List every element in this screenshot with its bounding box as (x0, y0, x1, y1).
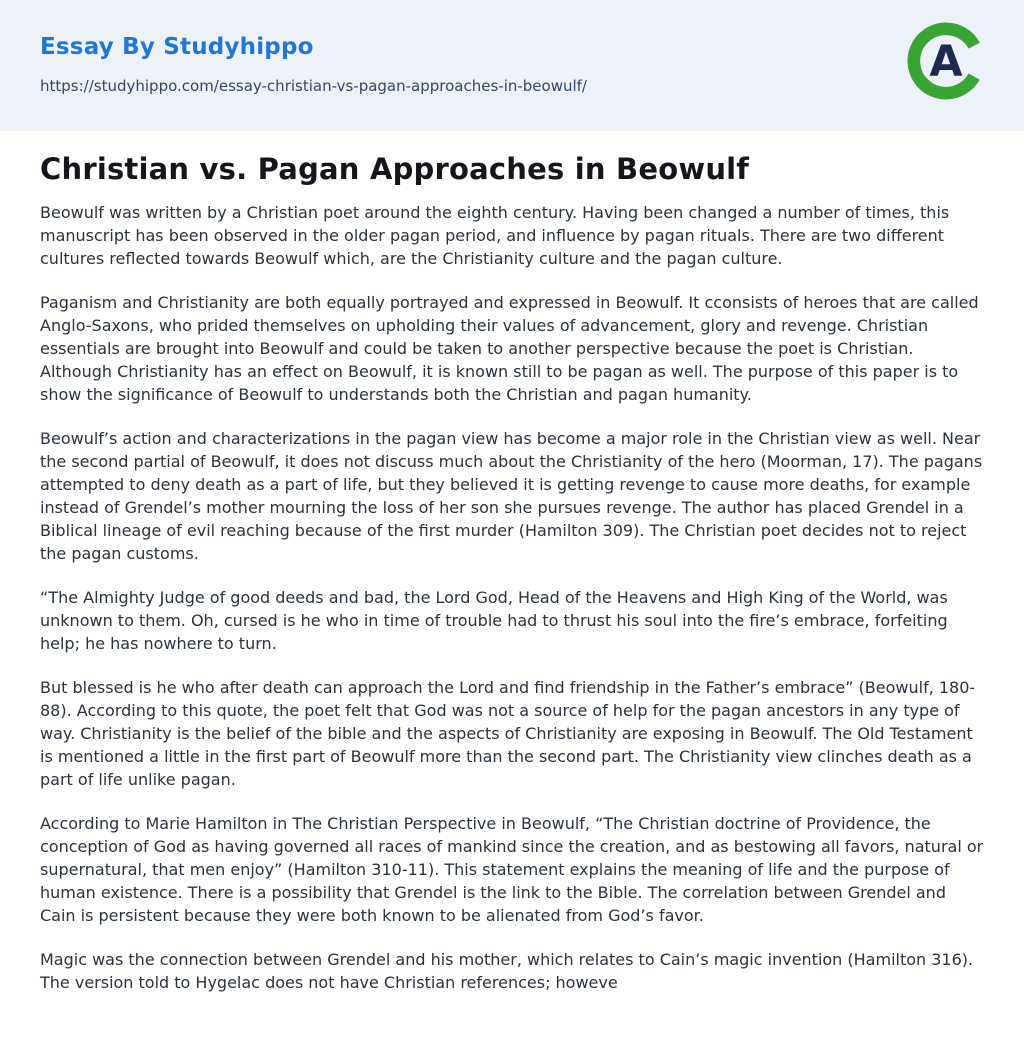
page-header (0, 0, 1024, 131)
article-paragraph: Magic was the connection between Grendel and his mother, which relates to Cain’s magic invention (Hamilton 316). The version told to Hygelac does not have Christian references; howeve (40, 950, 974, 993)
studyhippo-logo-icon (907, 22, 985, 100)
article-paragraph: But blessed is he who after death can approach the Lord and find friendship in the Father’s embrace” (Beowulf, 180-88). According to this quote, the poet felt that God was not a source of help for the pagan ancestors in any type of way. Christianity is the belief of the bible and the aspects of Christianity are exposing in Beowulf. The Old Testament is mentioned a little in the first part of Beowulf more than the second part. The Christianity view clinches death as a part of life unlike pagan. (40, 678, 976, 790)
article-paragraph: “The Almighty Judge of good deeds and bad, the Lord God, Head of the Heavens and High King of the World, was unknown to them. Oh, cursed is he who in time of trouble had to thrust his soul into the fire’s embrace, forfeiting help; he has nowhere to turn. (40, 588, 948, 654)
article-paragraph: According to Marie Hamilton in The Christian Perspective in Beowulf, “The Christian doctrine of Providence, the conception of God as having governed all races of mankind since the creation, and as bestowing all favors, natural or supernatural, that men enjoy” (Hamilton 310-11). This statement explains the meaning of life and the purpose of human existence. There is a possibility that Grendel is the link to the Bible. The correlation between Grendel and Cain is persistent because they were both known to be alienated from God’s favor. (40, 814, 984, 926)
article-paragraph: Beowulf’s action and characterizations in the pagan view has become a major role in the Christian view as well. Near the second partial of Beowulf, it does not discuss much about the Christianity of the hero (Moorman, 17). The pagans attempted to deny death as a part of life, but they believed it is getting revenge to cause more deaths, for example instead of Grendel’s mother mourning the loss of her son she pursues revenge. The author has placed Grendel in a Biblical lineage of evil reaching because of the first murder (Hamilton 309). The Christian poet decides not to reject the pagan customs. (40, 429, 983, 564)
article-title: Christian vs. Pagan Approaches in Beowulf (40, 152, 750, 186)
article-paragraph: Paganism and Christianity are both equally portrayed and expressed in Beowulf. It cconsists of heroes that are called Anglo-Saxons, who prided themselves on upholding their values of advancement, glory and revenge. Christian essentials are brought into Beowulf and could be taken to another perspective because the poet is Christian. Although Christianity has an effect on Beowulf, it is known still to be pagan as well. The purpose of this paper is to show the significance of Beowulf to understands both the Christian and pagan humanity. (40, 293, 979, 405)
article-paragraph: Beowulf was written by a Christian poet around the eighth century. Having been changed a number of times, this manuscript has been observed in the older pagan period, and influence by pagan rituals. There are two different cultures reflected towards Beowulf which, are the Christianity culture and the pagan culture. (40, 203, 950, 269)
article-body (0, 131, 1024, 994)
logo-letter: A (929, 36, 963, 87)
source-url-link[interactable]: https://studyhippo.com/essay-christian-vs-pagan-approaches-in-beowulf/ (40, 77, 587, 95)
site-title: Essay By Studyhippo (40, 34, 314, 60)
